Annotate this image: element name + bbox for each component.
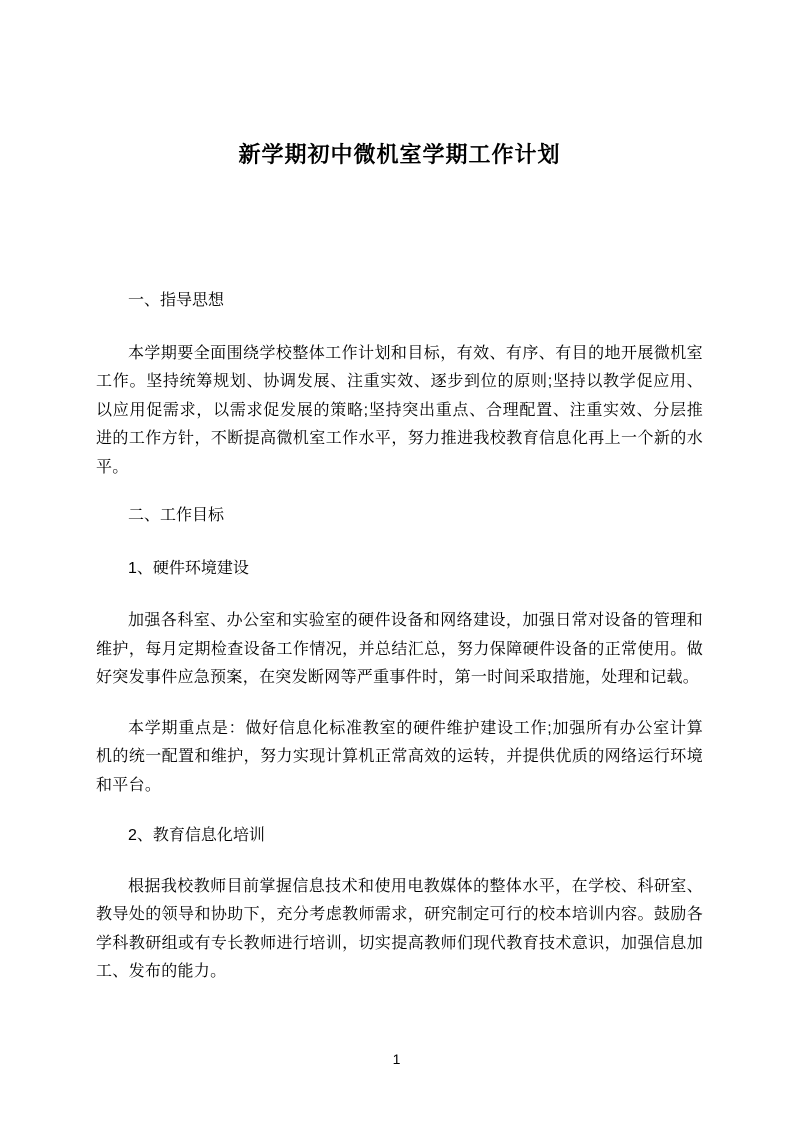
paragraph-hardware-maintenance: 加强各科室、办公室和实验室的硬件设备和网络建设，加强日常对设备的管理和维护，每月定期检查设备工作情况，并总结汇总，努力保障硬件设备的正常使用。做好突发事件应急预案，在突发断网等严重事件时，第一时间采取措施，处理和记载。 bbox=[96, 612, 703, 686]
subheading-informatization-training: 2、教育信息化培训 bbox=[128, 827, 265, 844]
paragraph-teacher-training: 根据我校教师目前掌握信息技术和使用电教媒体的整体水平，在学校、科研室、教导处的领导和协助下，充分考虑教师需求，研究制定可行的校本培训内容。鼓励各学科教研组或有专长教师进行培训，切实提高教师们现代教育技术意识，加强信息加工、发布的能力。 bbox=[96, 877, 703, 980]
section-heading-work-goals: 二、工作目标 bbox=[128, 507, 225, 524]
section-heading-guiding-ideology: 一、指导思想 bbox=[128, 292, 225, 309]
page-number: 1 bbox=[392, 1051, 401, 1067]
paragraph-semester-focus: 本学期重点是：做好信息化标准教室的硬件维护建设工作;加强所有办公室计算机的统一配置和维护，努力实现计算机正常高效的运转，并提供优质的网络运行环境和平台。 bbox=[96, 719, 703, 794]
paragraph-guiding-ideology: 本学期要全面围绕学校整体工作计划和目标，有效、有序、有目的地开展微机室工作。坚持统筹规划、协调发展、注重实效、逐步到位的原则;坚持以教学促应用、以应用促需求，以需求促发展的策略;坚持突出重点、合理配置、注重实效、分层推进的工作方针，不断提高微机室工作水平，努力推进我校教育信息化再上一个新的水平。 bbox=[96, 344, 703, 476]
document-title: 新学期初中微机室学期工作计划 bbox=[238, 142, 561, 167]
subheading-hardware-environment: 1、硬件环境建设 bbox=[128, 559, 249, 577]
